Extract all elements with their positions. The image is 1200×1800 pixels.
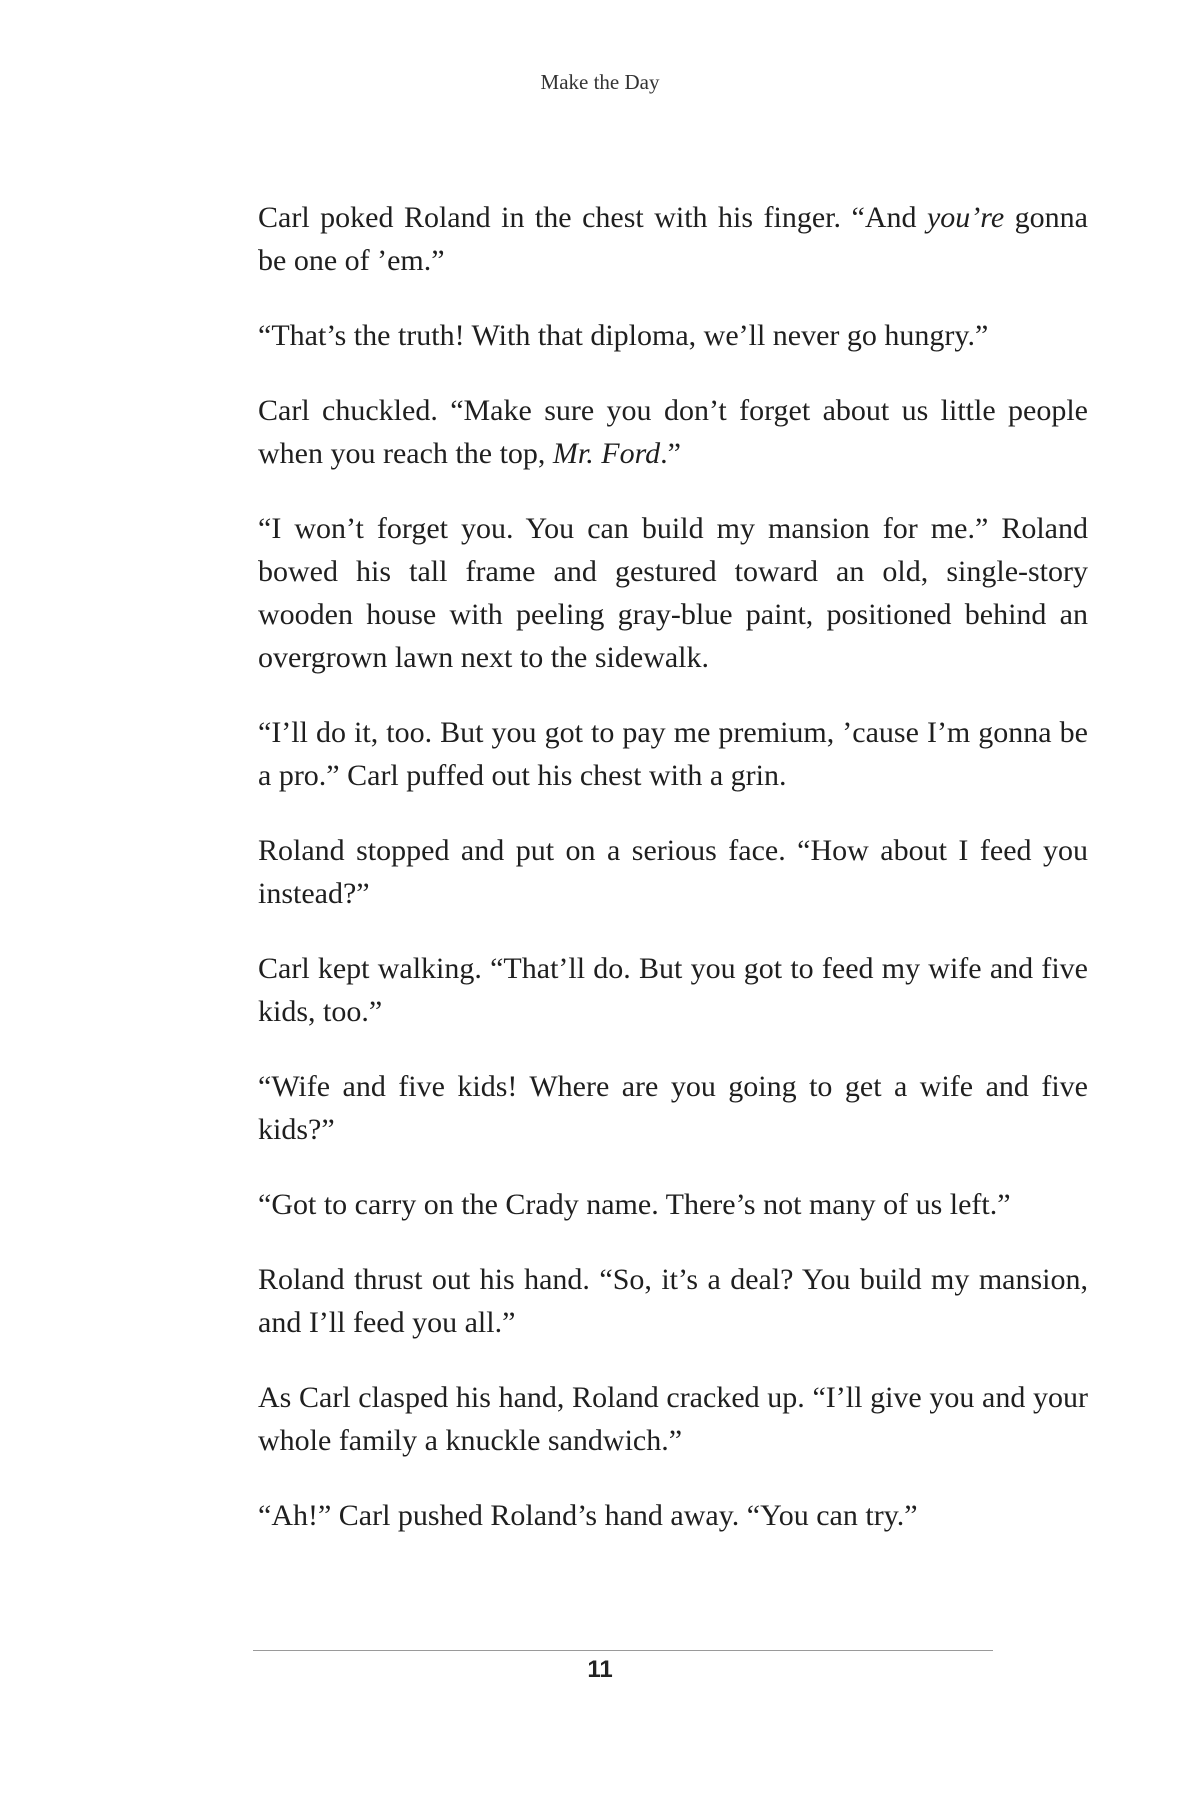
paragraph xyxy=(258,947,1088,1033)
paragraph-text: gonna be one of ’em.” xyxy=(258,201,1088,277)
paragraph-text: Carl poked Roland in the chest with his finger. “And xyxy=(258,201,927,234)
paragraph xyxy=(258,711,1088,797)
paragraph-text: Roland stopped and put on a serious face. “How about I feed you instead?” xyxy=(258,834,1088,910)
paragraph xyxy=(258,314,1088,357)
paragraph-text: Roland thrust out his hand. “So, it’s a deal? You build my mansion, and I’ll feed you all.” xyxy=(258,1263,1088,1339)
paragraph-text: “That’s the truth! With that diploma, we’ll never go hungry.” xyxy=(258,319,989,352)
page-number: 11 xyxy=(587,1656,613,1683)
paragraph xyxy=(258,507,1088,679)
paragraph-text: “I won’t forget you. You can build my mansion for me.” Roland bowed his tall frame and gestured toward an old, single-story wooden house with peeling gray-blue paint, positioned behind an overgrown lawn next to the sidewalk. xyxy=(258,512,1088,674)
emphasis-text: Mr. Ford xyxy=(552,437,661,470)
paragraph xyxy=(258,829,1088,915)
body-text xyxy=(258,196,1088,1569)
paragraph xyxy=(258,196,1088,282)
paragraph xyxy=(258,1376,1088,1462)
paragraph xyxy=(258,389,1088,475)
paragraph-text: “Ah!” Carl pushed Roland’s hand away. “You can try.” xyxy=(258,1499,918,1532)
emphasis-text: you’re xyxy=(926,201,1005,234)
paragraph xyxy=(258,1494,1088,1537)
paragraph-text: “I’ll do it, too. But you got to pay me premium, ’cause I’m gonna be a pro.” Carl puffed out his chest with a grin. xyxy=(258,716,1088,792)
paragraph xyxy=(258,1183,1088,1226)
paragraph xyxy=(258,1258,1088,1344)
paragraph-text: As Carl clasped his hand, Roland cracked up. “I’ll give you and your whole family a knuckle sandwich.” xyxy=(258,1381,1088,1457)
paragraph xyxy=(258,1065,1088,1151)
running-header: Make the Day xyxy=(540,70,660,94)
paragraph-text: Carl kept walking. “That’ll do. But you got to feed my wife and five kids, too.” xyxy=(258,952,1088,1028)
paragraph-text: “Got to carry on the Crady name. There’s not many of us left.” xyxy=(258,1188,1011,1221)
footer-divider xyxy=(253,1650,993,1651)
paragraph-text: Carl chuckled. “Make sure you don’t forget about us little people when you reach the top, xyxy=(258,394,1088,470)
paragraph-text: “Wife and five kids! Where are you going to get a wife and five kids?” xyxy=(258,1070,1088,1146)
paragraph-text: .” xyxy=(660,437,681,470)
